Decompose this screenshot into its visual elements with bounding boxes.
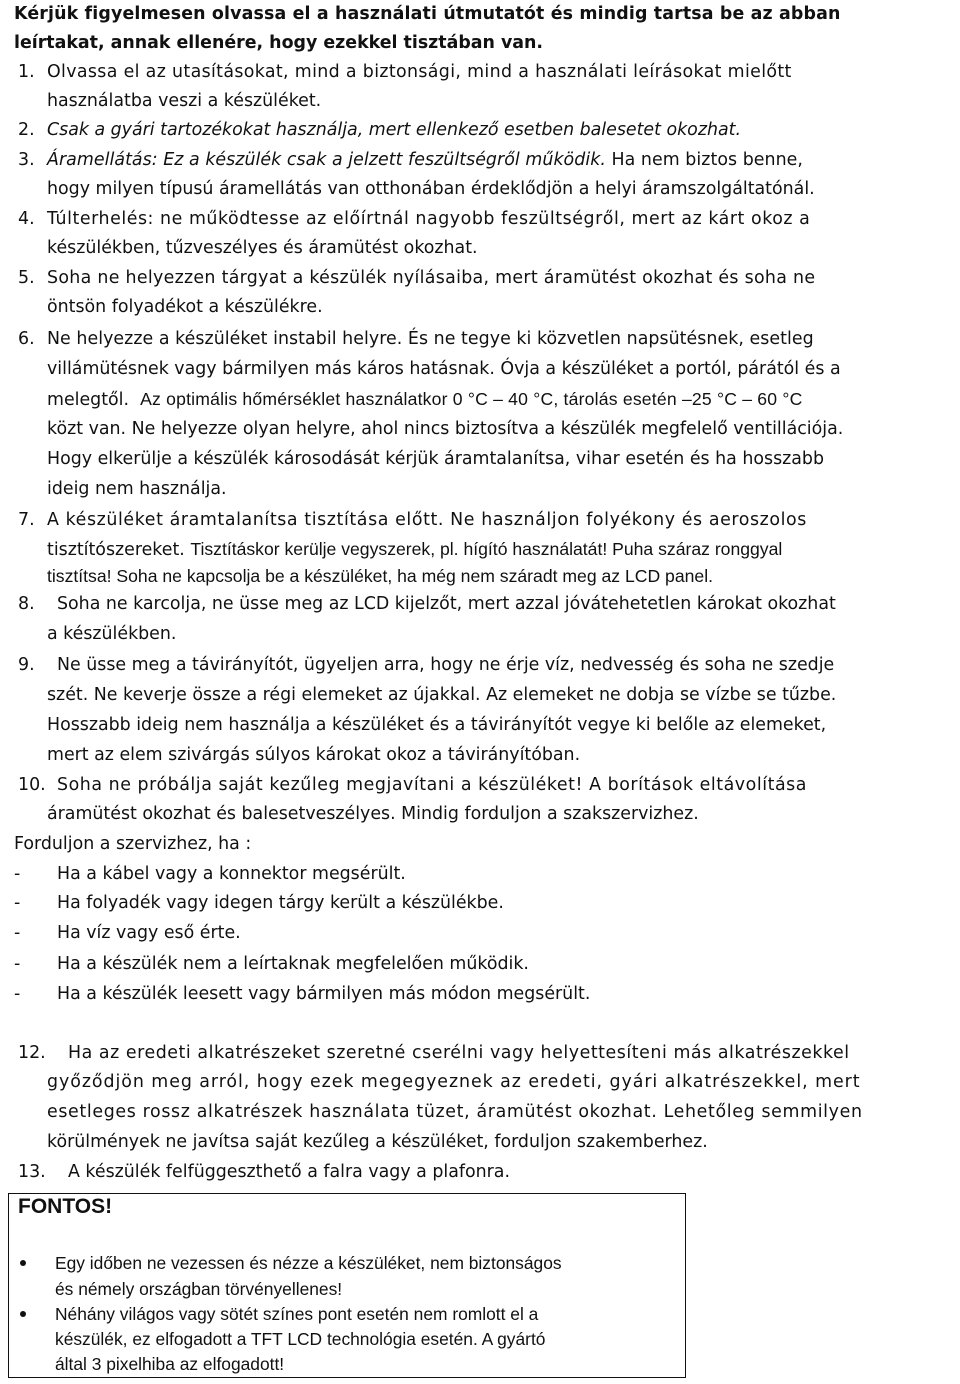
list-item: Ha víz vagy eső érte. [57, 923, 241, 943]
item-number: 10. [18, 775, 46, 795]
notice-2-line-2: készülék, ez elfogadott a TFT LCD technológia esetén. A gyártó [55, 1329, 546, 1349]
list-item: Ha folyadék vagy idegen tárgy került a készülékbe. [57, 893, 504, 913]
item-9-line-3: Hosszabb ideig nem használja a készüléket és a távirányítót vegye ki belőle az elemeket, [47, 715, 827, 735]
item-12-line-4: körülmények ne javítsa saját kezűleg a készüléket, forduljon szakemberhez. [47, 1132, 708, 1152]
list-bullet-dash: - [14, 923, 21, 943]
item-3-line-1 [47, 146, 803, 175]
item-6-line-4: közt van. Ne helyezze olyan helyre, ahol nincs biztosítva a készülék megfelelő ventillációja. [47, 419, 844, 439]
item-6-heat-text: melegtől. [47, 390, 130, 410]
item-number: 3. [18, 150, 35, 170]
bullet-dot [20, 1260, 26, 1266]
intro-line-1: Kérjük figyelmesen olvassa el a használati útmutatót és mindig tartsa be az abban [14, 4, 841, 24]
important-notice-title: FONTOS! [18, 1195, 113, 1218]
item-6-line-2: villámütésnek vagy bármilyen más káros hatásnak. Óvja a készüléket a portól, párától és a [47, 359, 841, 379]
item-number: 8. [18, 594, 35, 614]
bullet-dot [20, 1311, 26, 1317]
item-7-line-3: tisztítsa! Soha ne kapcsolja be a készüléket, ha még nem száradt meg az LCD panel. [47, 566, 713, 586]
item-7-line-2 [47, 535, 782, 565]
intro-line-2: leírtakat, annak ellenére, hogy ezekkel tisztában van. [14, 33, 544, 53]
item-6-line-6: ideig nem használja. [47, 479, 227, 499]
item-5-line-2: öntsön folyadékot a készülékre. [47, 297, 323, 317]
item-13-line-1: A készülék felfüggeszthető a falra vagy a plafonra. [68, 1162, 510, 1182]
item-number: 12. [18, 1043, 46, 1063]
item-number: 4. [18, 209, 35, 229]
list-bullet-dash: - [14, 864, 21, 884]
item-12-line-1: Ha az eredeti alkatrészeket szeretné cserélni vagy helyettesíteni más alkatrészekkel [68, 1043, 850, 1063]
notice-2-line-3: által 3 pixelhiba az elfogadott! [55, 1354, 285, 1374]
item-6-line-5: Hogy elkerülje a készülék károsodását kérjük áramtalanítsa, vihar esetén és ha hosszabb [47, 449, 824, 469]
item-3-power-supply-text: Áramellátás: Ez a készülék csak a jelzett feszültségről működik. [47, 150, 606, 170]
list-bullet-dash: - [14, 893, 21, 913]
item-number: 1. [18, 62, 35, 82]
item-number: 13. [18, 1162, 46, 1182]
item-6-temperature-text: Az optimális hőmérséklet használatkor 0 °C – 40 °C, tárolás esetén –25 °C – 60 °C [140, 389, 803, 409]
item-7-cleaning-text: Tisztításkor kerülje vegyszerek, pl. hígító használatát! Puha száraz ronggyal [190, 539, 783, 559]
item-4-line-2: készülékben, tűzveszélyes és áramütést okozhat. [47, 238, 478, 258]
item-3-note-text: Ha nem biztos benne, [611, 150, 804, 170]
item-9-line-1: Ne üsse meg a távirányítót, ügyeljen arra, hogy ne érje víz, nedvesség és soha ne szedje [57, 655, 835, 675]
service-heading: Forduljon a szervizhez, ha : [14, 834, 252, 854]
notice-1-line-1: Egy időben ne vezessen és nézze a készüléket, nem biztonságos [55, 1253, 562, 1273]
item-1-line-1: Olvassa el az utasításokat, mind a biztonsági, mind a használati leírásokat mielőtt [47, 62, 792, 82]
item-1-line-2: használatba veszi a készüléket. [47, 91, 322, 111]
item-12-line-3: esetleges rossz alkatrészek használata tüzet, áramütést okozhat. Lehetőleg semmilyen [47, 1102, 863, 1122]
item-9-line-4: mert az elem szivárgás súlyos károkat okoz a távirányítóban. [47, 745, 581, 765]
list-bullet-dash: - [14, 954, 21, 974]
item-8-line-2: a készülékben. [47, 624, 177, 644]
item-10-line-1: Soha ne próbálja saját kezűleg megjavítani a készüléket! A borítások eltávolítása [57, 775, 807, 795]
item-number: 2. [18, 120, 35, 140]
item-5-line-1: Soha ne helyezzen tárgyat a készülék nyílásaiba, mert áramütést okozhat és soha ne [47, 268, 816, 288]
list-item: Ha a kábel vagy a konnektor megsérült. [57, 864, 406, 884]
item-number: 6. [18, 329, 35, 349]
list-item: Ha a készülék nem a leírtaknak megfelelően működik. [57, 954, 529, 974]
list-bullet-dash: - [14, 984, 21, 1004]
notice-1-line-2: és némely országban törvényellenes! [55, 1279, 343, 1299]
item-7-line-1: A készüléket áramtalanítsa tisztítása előtt. Ne használjon folyékony és aeroszolos [47, 510, 807, 530]
item-4-line-1: Túlterhelés: ne működtesse az előírtnál nagyobb feszültségről, mert az kárt okoz a [47, 209, 811, 229]
item-number: 5. [18, 268, 35, 288]
item-3-line-2: hogy milyen típusú áramellátás van otthonában érdeklődjön a helyi áramszolgáltatónál. [47, 179, 815, 199]
item-2-line-1: Csak a gyári tartozékokat használja, mert ellenkező esetben balesetet okozhat. [47, 120, 741, 140]
item-number: 7. [18, 510, 35, 530]
notice-2-line-1: Néhány világos vagy sötét színes pont esetén nem romlott el a [55, 1304, 539, 1324]
item-6-line-3 [47, 385, 803, 415]
list-item: Ha a készülék leesett vagy bármilyen más módon megsérült. [57, 984, 591, 1004]
item-9-line-2: szét. Ne keverje össze a régi elemeket az újakkal. Az elemeket ne dobja se vízbe se tűzbe. [47, 685, 837, 705]
item-6-line-1: Ne helyezze a készüléket instabil helyre. És ne tegye ki közvetlen napsütésnek, esetleg [47, 329, 814, 349]
item-7-cleaner-text: tisztítószereket. [47, 540, 185, 560]
item-10-line-2: áramütést okozhat és balesetveszélyes. Mindig forduljon a szakszervizhez. [47, 804, 699, 824]
item-number: 9. [18, 655, 35, 675]
item-12-line-2: győződjön meg arról, hogy ezek megegyeznek az eredeti, gyári alkatrészekkel, mert [47, 1072, 861, 1092]
item-8-line-1: Soha ne karcolja, ne üsse meg az LCD kijelzőt, mert azzal jóvátehetetlen károkat okozhat [57, 594, 836, 614]
